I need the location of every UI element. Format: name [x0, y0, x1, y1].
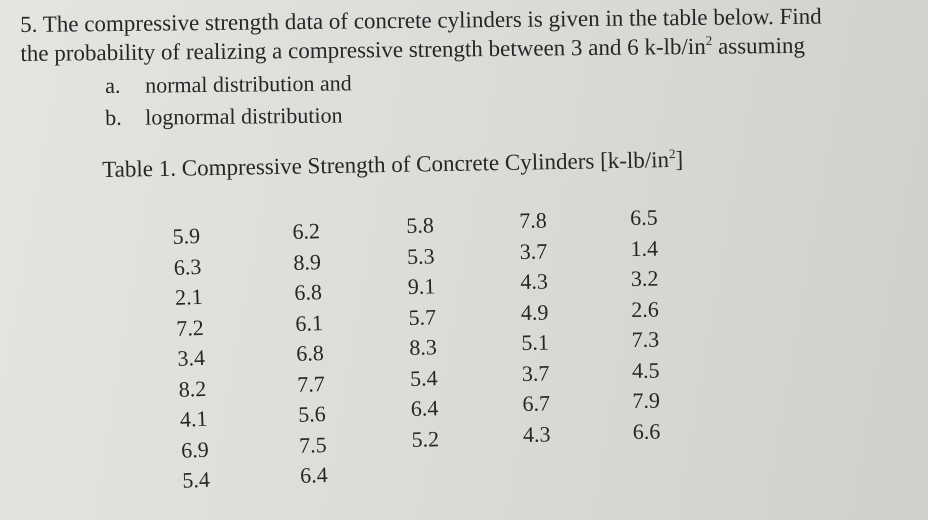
table-cell: 8.3 — [409, 334, 438, 360]
table-cell: 6.4 — [299, 462, 328, 488]
table-cell: 4.1 — [179, 405, 208, 432]
option-a-text: normal distribution and — [144, 70, 352, 98]
option-b — [105, 103, 343, 131]
problem-line-2-superscript: 2 — [705, 32, 713, 48]
table-cell: 6.8 — [293, 279, 323, 305]
problem-line-2-main: the probability of realizing a compressive strength between 3 and 6 k-lb/in — [20, 33, 706, 66]
table-cell: 6.1 — [294, 309, 324, 336]
table-cell: 1.4 — [630, 235, 659, 261]
table-cell: 7.3 — [631, 326, 660, 352]
table-cell: 6.7 — [522, 390, 551, 416]
table-cell: 5.2 — [411, 425, 440, 452]
table-cell: 7.5 — [298, 431, 328, 458]
table-cell: 6.9 — [180, 436, 210, 463]
table-cell: 5.4 — [409, 364, 438, 391]
table-column-5 — [630, 202, 693, 447]
table-title-main: Table 1. Compressive Strength of Concrete Cylinders [k-lb/in — [102, 147, 670, 182]
table-column-4 — [519, 205, 583, 450]
table-cell: 3.2 — [630, 265, 659, 291]
table-cell: 3.7 — [519, 238, 548, 264]
table-cell: 3.7 — [521, 359, 550, 386]
table-cell: 7.8 — [519, 207, 547, 233]
table-cell: 5.6 — [297, 401, 327, 427]
table-column-2 — [292, 215, 361, 491]
table-cell: 5.8 — [406, 212, 435, 238]
option-a-letter: a. — [105, 72, 121, 98]
option-a — [105, 70, 352, 99]
table-cell: 6.6 — [632, 418, 661, 444]
table-title-end: ] — [675, 146, 684, 172]
table-cell: 4.3 — [520, 268, 549, 294]
problem-statement — [20, 1, 921, 68]
table-cell: 5.9 — [172, 222, 201, 249]
table-cell: 6.4 — [410, 395, 439, 421]
table-column-3 — [406, 210, 472, 455]
table-cell: 5.4 — [181, 466, 211, 493]
table-cell: 5.3 — [406, 242, 435, 269]
table-cell: 5.1 — [521, 329, 550, 355]
table-cell: 2.6 — [631, 296, 659, 322]
table-cell: 4.5 — [631, 357, 660, 383]
table-cell: 6.2 — [292, 218, 321, 244]
table-cell: 3.4 — [176, 344, 206, 371]
table-cell: 6.5 — [630, 204, 658, 230]
table-cell: 7.9 — [632, 387, 661, 413]
option-b-letter: b. — [105, 104, 122, 130]
table-cell: 8.2 — [178, 375, 207, 402]
table-cell: 7.2 — [175, 314, 205, 341]
table-cell: 6.8 — [295, 340, 325, 366]
table-cell: 4.9 — [520, 299, 549, 325]
table-cell: 7.7 — [296, 370, 326, 397]
table-title — [102, 146, 683, 184]
table-column-1 — [172, 220, 243, 497]
table-cell: 4.3 — [522, 420, 551, 447]
table-cell: 9.1 — [407, 273, 436, 299]
option-b-text: lognormal distribution — [144, 102, 343, 130]
table-cell: 8.9 — [293, 248, 322, 275]
table-cell: 5.7 — [408, 303, 437, 330]
table-cell: 2.1 — [174, 283, 204, 310]
table-title-superscript: 2 — [668, 145, 676, 162]
table-cell: 6.3 — [173, 253, 202, 280]
problem-line-1: 5. The compressive strength data of concrete cylinders is given in the table below. Find — [20, 3, 822, 37]
problem-line-2-end: assuming — [712, 32, 806, 59]
